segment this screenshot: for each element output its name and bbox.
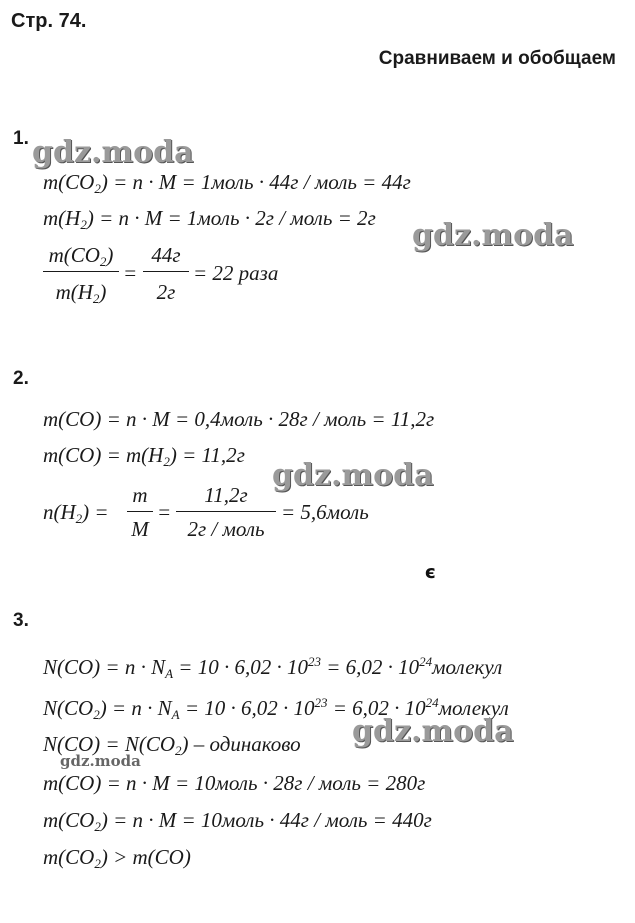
task-2-line-2: $m(CO) = m(H_2) = 11,2г$ <box>43 443 245 469</box>
task-3-line-1: $N(CO) = n \cdot N_A = 10 \cdot 6,02 \cdot 10^{23} = 6,02$ · $10^{24}молекул$ <box>43 654 503 681</box>
page-label: Стр. 74. <box>11 10 87 32</box>
watermark-2: gdz.moda <box>412 218 574 253</box>
section-title: Сравниваем и обобщаем <box>378 48 616 69</box>
watermark-3: gdz.moda <box>272 458 434 493</box>
watermark-1: gdz.moda <box>32 135 194 170</box>
task-3-line-4: m(CO) = n · M = 10моль · 28г / моль = 280г <box>43 771 426 795</box>
fraction-numerator: $m(CO_2)$ <box>48 243 114 269</box>
task-1-fraction: $m(CO_2)$ $m(H_2)$ = 44г 2г = 22 раза <box>43 243 303 307</box>
task-3-line-5: $m(CO_2) = n \cdot M$ = 10моль · 44г / моль = 440г <box>43 808 432 834</box>
task-3-line-3: $N(CO) = N(CO_2)$ – одинаково <box>43 732 301 758</box>
task-2-line-1: m(CO) = n · M = 0,4моль · 28г / моль = 11,2г <box>43 407 435 431</box>
task-3-line-6: $m(CO_2) > m(CO)$ <box>43 845 191 871</box>
fraction-denominator: $m(H_2)$ <box>55 280 107 306</box>
task-3-number: 3. <box>13 610 29 631</box>
task-1-number: 1. <box>13 128 29 149</box>
task-3-line-2: $N(CO_2) = n \cdot N_A = 10 \cdot 6,02 \cdot 10^{23} = 6,02$ · $10^{24}молекул$ <box>43 695 509 722</box>
watermark-5: gdz.moda <box>60 752 141 770</box>
watermark-4: gdz.moda <box>352 714 514 749</box>
task-1-line-1: $m(CO_2) = n \cdot M$ = 1моль · 44г / моль = 44г <box>43 170 411 196</box>
task-1-line-2: $m(H_2) = n \cdot M$ = 1моль · 2г / моль = 2г <box>43 206 376 232</box>
stray-mark: є <box>425 562 436 583</box>
task-2-fraction: $n(H_2)$ = m M = 11,2г 2г / моль = 5,6моль <box>43 483 369 541</box>
task-2-number: 2. <box>13 368 29 389</box>
